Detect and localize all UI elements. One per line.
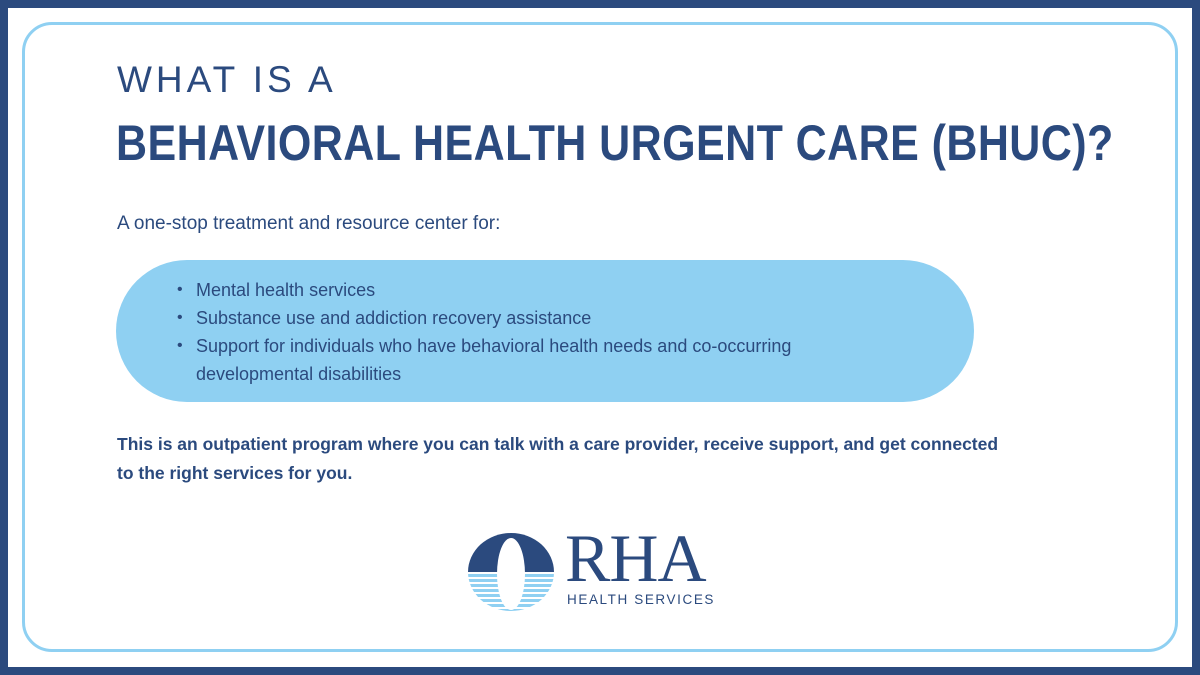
bullet-icon: • xyxy=(177,309,183,326)
kicker-title: WHAT IS A xyxy=(117,59,337,100)
services-list xyxy=(174,276,874,388)
service-label: Mental health services xyxy=(196,280,376,300)
bullet-icon: • xyxy=(177,337,183,354)
service-label: Support for individuals who have behavioral health needs and co-occurring developmental disabilities xyxy=(196,336,792,384)
intro-text: A one-stop treatment and resource center for: xyxy=(117,213,501,234)
rha-emblem-icon xyxy=(467,532,555,612)
list-item xyxy=(174,276,874,304)
bullet-icon: • xyxy=(177,281,183,298)
logo-wordmark: RHA xyxy=(565,520,706,596)
page-title: BEHAVIORAL HEALTH URGENT CARE (BHUC)? xyxy=(116,115,1114,171)
logo-tagline: HEALTH SERVICES xyxy=(567,592,716,607)
list-item xyxy=(174,304,874,332)
list-item xyxy=(174,332,874,388)
rha-logo xyxy=(467,520,737,612)
services-panel xyxy=(116,260,974,402)
service-label: Substance use and addiction recovery assistance xyxy=(196,308,592,328)
closing-text: This is an outpatient program where you can talk with a care provider, receive support, and get connected to the right services for you. xyxy=(117,434,999,483)
